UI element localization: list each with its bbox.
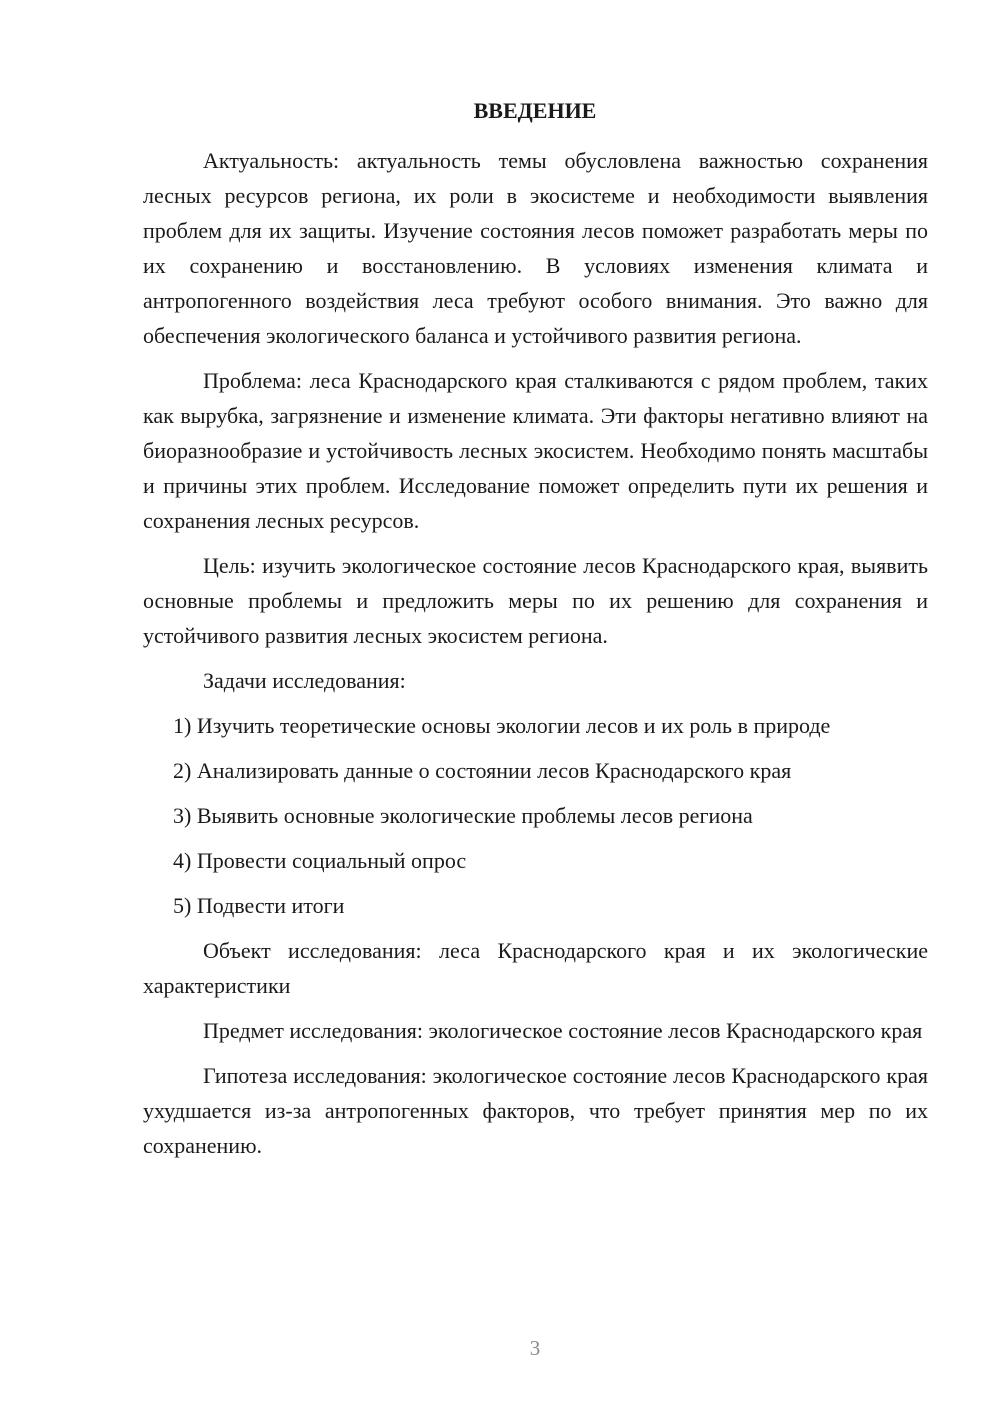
subject-paragraph: Предмет исследования: экологическое состояние лесов Краснодарского края [203, 1018, 923, 1043]
list-item: 1) Изучить теоретические основы экологии лесов и их роль в природе [173, 713, 831, 738]
hypothesis-paragraph: Гипотеза исследования: экологическое состояние лесов Краснодарского края ухудшается из-за антропогенных факторов, что требует принятия мер по их сохранению. [143, 1063, 928, 1158]
document-body [143, 143, 928, 1163]
goal-paragraph: Цель: изучить экологическое состояние лесов Краснодарского края, выявить основные проблемы и предложить меры по их решению для сохранения и устойчивого развития лесных экосистем региона. [143, 553, 928, 648]
relevance-paragraph: Актуальность: актуальность темы обусловлена важностью сохранения лесных ресурсов региона, их роли в экосистеме и необходимости выявления проблем для их защиты. Изучение состояния лесов поможет разработать меры по их сохранению и восстановлению. В условиях изменения климата и антропогенного воздействия леса требуют особого внимания. Это важно для обеспечения экологического баланса и устойчивого развития региона. [143, 148, 928, 348]
problem-paragraph: Проблема: леса Краснодарского края сталкиваются с рядом проблем, таких как вырубка, загрязнение и изменение климата. Эти факторы негативно влияют на биоразнообразие и устойчивость лесных экосистем. Необходимо понять масштабы и причины этих проблем. Исследование поможет определить пути их решения и сохранения лесных ресурсов. [143, 368, 928, 533]
page-number: 3 [529, 1336, 541, 1360]
page-title: ВВЕДЕНИЕ [473, 98, 597, 123]
list-item: 4) Провести социальный опрос [173, 848, 467, 873]
list-item: 5) Подвести итоги [173, 893, 345, 918]
tasks-heading: Задачи исследования: [203, 668, 406, 693]
object-paragraph: Объект исследования: леса Краснодарского края и их экологические характеристики [143, 938, 928, 998]
tasks-list [143, 708, 928, 923]
list-item: 2) Анализировать данные о состоянии лесов Краснодарского края [173, 758, 792, 783]
list-item: 3) Выявить основные экологические проблемы лесов региона [173, 803, 753, 828]
